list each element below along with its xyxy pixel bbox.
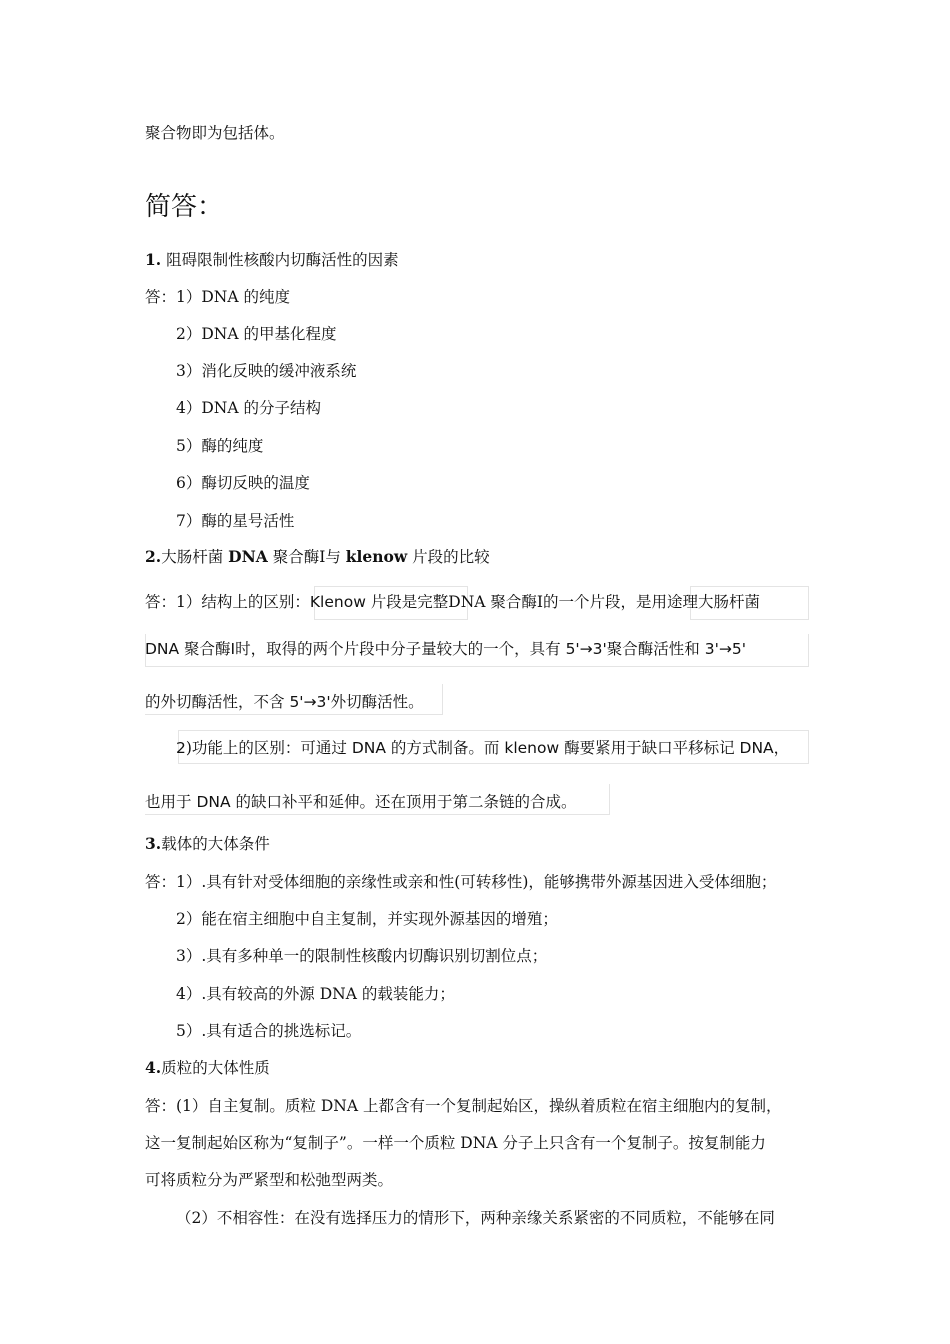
q2-line: [145, 592, 760, 612]
q1-title-text: 阻碍限制性核酸内切酶活性的因素: [161, 251, 399, 269]
q2-title-part: 片段的比较: [407, 548, 490, 566]
q1-number: 1.: [145, 250, 162, 269]
q3-title-text: 载体的大体条件: [161, 835, 270, 853]
q2-text: 的外切酶活性，不含: [145, 693, 290, 711]
q3-line: 4）.具有较高的外源 DNA 的载装能力；: [176, 985, 455, 1003]
q3-title: [145, 834, 270, 854]
q1-item: 6）酶切反映的温度: [176, 474, 310, 492]
q2-line: [145, 639, 746, 659]
q2-text: Klenow 片段是完整: [309, 593, 449, 611]
q3-number: 3.: [145, 834, 162, 853]
q2-text: DNA: [351, 739, 386, 757]
q1-item: 5）酶的纯度: [176, 437, 264, 455]
q2-text: 5'→3': [565, 640, 607, 658]
q2-text: 5'→3': [289, 693, 331, 711]
q2-text: DNA: [196, 793, 231, 811]
q2-number: 2.: [145, 547, 162, 566]
q2-text: 外切酶活性。: [330, 693, 424, 711]
q2-text: ，: [773, 739, 790, 757]
q3-line: 5）.具有适合的挑选标记。: [176, 1022, 362, 1040]
q2-text: 酶要紧用于缺口平移标记: [559, 739, 740, 757]
section-heading: 简答：: [145, 192, 224, 222]
q2-title-part: DNA: [228, 547, 268, 566]
q3-line: 答：1）.具有针对受体细胞的亲缘性或亲和性(可转移性)，能够携带外源基因进入受体细胞；: [145, 873, 777, 891]
q2-text: )功能上的区别：可通过: [185, 739, 352, 757]
q2-text: DNA 聚合酶Ⅰ的一个片段，是: [448, 593, 652, 611]
q4-title: [145, 1058, 270, 1078]
q4-title-text: 质粒的大体性质: [161, 1059, 270, 1077]
q2-text: klenow: [504, 739, 560, 757]
q2-text: DNA 聚合酶Ⅰ时，取得的两个片段中分子量较大的一个，具有: [145, 640, 566, 658]
q1-title: [145, 250, 399, 270]
q2-text: DNA: [739, 739, 774, 757]
q2-text: 用途理大肠杆菌: [651, 593, 761, 611]
q2-title-part: 大肠杆菌: [161, 548, 229, 566]
q4-line: （2）不相容性：在没有选择压力的情形下，两种亲缘关系紧密的不同质粒，不能够在同: [176, 1209, 775, 1227]
q2-text: 2: [176, 739, 186, 757]
q3-line: 2）能在宿主细胞中自主复制，并实现外源基因的增殖；: [176, 910, 558, 928]
q4-line: 可将质粒分为严紧型和松弛型两类。: [145, 1171, 394, 1189]
q2-text: 的方式制备。而: [386, 739, 505, 757]
q2-title-part: klenow: [345, 547, 408, 566]
q2-text: 3'→5': [704, 640, 746, 658]
q2-title: [145, 547, 490, 567]
q4-number: 4.: [145, 1058, 162, 1077]
q1-item: 2）DNA 的甲基化程度: [176, 325, 337, 343]
q2-text: 也用于: [145, 793, 197, 811]
q2-text: 的缺口补平和延伸。还在顶用于第二条链的合成。: [230, 793, 577, 811]
q2-text: 答：1）结构上的区别：: [145, 593, 310, 611]
q2-line: [176, 738, 789, 758]
q4-line: 这一复制起始区称为“复制子”。一样一个质粒 DNA 分子上只含有一个复制子。按复制能力: [145, 1134, 766, 1152]
q2-text: 聚合酶活性和: [606, 640, 705, 658]
q3-line: 3）.具有多种单一的限制性核酸内切酶识别切割位点；: [176, 947, 548, 965]
intro-line: 聚合物即为包括体。: [145, 124, 285, 142]
q1-item: 3）消化反映的缓冲液系统: [176, 362, 357, 380]
q2-title-part: 聚合酶Ⅰ与: [267, 548, 346, 566]
q1-item: 7）酶的星号活性: [176, 512, 295, 530]
q2-line: [145, 692, 424, 712]
q1-answer-line: 答：1）DNA 的纯度: [145, 288, 290, 306]
q4-line: 答：(1）自主复制。质粒 DNA 上都含有一个复制起始区，操纵着质粒在宿主细胞内的复制，: [145, 1097, 782, 1115]
q1-item: 4）DNA 的分子结构: [176, 399, 321, 417]
q2-line: [145, 792, 577, 812]
